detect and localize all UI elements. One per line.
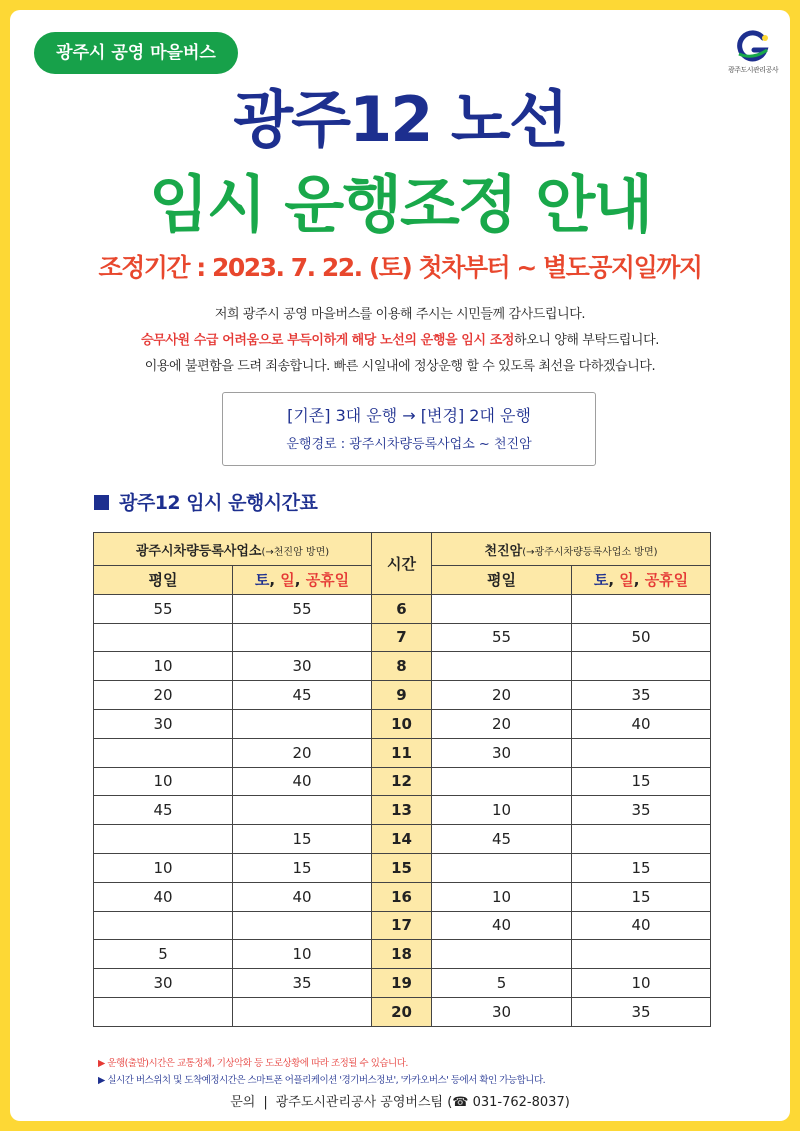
hour-cell: 17 <box>372 911 432 940</box>
right-weekday-cell: 40 <box>432 911 572 940</box>
right-weekend-cell <box>572 738 711 767</box>
left-weekend-cell: 20 <box>233 738 372 767</box>
company-logo <box>728 30 778 80</box>
timetable <box>93 532 711 1027</box>
left-weekend-cell: 30 <box>233 652 372 681</box>
hour-cell: 14 <box>372 825 432 854</box>
right-weekend-cell: 35 <box>572 681 711 710</box>
hour-cell: 19 <box>372 969 432 998</box>
right-weekend-cell: 35 <box>572 997 711 1026</box>
right-weekday-cell <box>432 767 572 796</box>
right-weekend-cell: 10 <box>572 969 711 998</box>
right-direction-header: 천진암(→광주시차량등록사업소 방면) <box>432 533 711 566</box>
left-weekday-cell <box>94 738 233 767</box>
right-weekend-cell: 40 <box>572 911 711 940</box>
timetable-row <box>94 997 711 1026</box>
left-weekend-cell <box>233 623 372 652</box>
notice-page <box>10 10 790 1121</box>
note-realtime-info: ▶ 실시간 버스위치 및 도착예정시간은 스마트폰 어플리케이션 '경기버스정보', '카카오버스' 등에서 확인 가능합니다. <box>98 1075 546 1086</box>
hour-cell: 18 <box>372 940 432 969</box>
left-weekend-cell: 55 <box>233 594 372 623</box>
logo-text: 광주도시관리공사 <box>728 66 779 74</box>
left-weekend-cell <box>233 709 372 738</box>
left-weekday-cell: 5 <box>94 940 233 969</box>
hour-header: 시간 <box>372 533 432 595</box>
left-weekend-cell <box>233 997 372 1026</box>
timetable-row <box>94 623 711 652</box>
right-weekday-cell: 55 <box>432 623 572 652</box>
intro-red-adjust: 해당 노선의 운행을 임시 조정 <box>351 333 515 348</box>
right-weekday-cell: 10 <box>432 796 572 825</box>
contact-text: 광주도시관리공사 공영버스팀 (☎ 031-762-8037) <box>275 1095 570 1110</box>
left-weekend-cell: 45 <box>233 681 372 710</box>
timetable-row <box>94 796 711 825</box>
timetable-row <box>94 969 711 998</box>
right-weekend-cell: 15 <box>572 767 711 796</box>
right-weekday-cell: 30 <box>432 997 572 1026</box>
left-direction-header: 광주시차량등록사업소(→천진암 방면) <box>94 533 372 566</box>
schedule-title <box>94 488 317 518</box>
left-weekday-cell: 30 <box>94 709 233 738</box>
intro-line1: 저희 광주시 공영 마을버스를 이용해 주시는 시민들께 감사드립니다. <box>214 307 586 322</box>
left-weekend-cell: 10 <box>233 940 372 969</box>
notes <box>98 1055 545 1089</box>
timetable-row <box>94 767 711 796</box>
footer-separator: | <box>263 1095 268 1110</box>
hour-cell: 8 <box>372 652 432 681</box>
timetable-row <box>94 652 711 681</box>
hour-cell: 9 <box>372 681 432 710</box>
timetable-row <box>94 940 711 969</box>
timetable-row <box>94 681 711 710</box>
left-weekday-cell: 10 <box>94 652 233 681</box>
timetable-row <box>94 594 711 623</box>
contact-footer <box>10 1093 790 1113</box>
left-weekday-header: 평일 <box>94 566 233 595</box>
left-weekend-cell: 15 <box>233 825 372 854</box>
left-weekend-cell: 40 <box>233 767 372 796</box>
hour-cell: 6 <box>372 594 432 623</box>
right-weekend-cell: 15 <box>572 853 711 882</box>
intro-line2 <box>10 328 790 354</box>
right-weekend-cell <box>572 594 711 623</box>
right-weekend-header: 토, 일, 공휴일 <box>572 566 711 595</box>
right-weekend-cell: 40 <box>572 709 711 738</box>
route-info: 운행경로 : 광주시차량등록사업소 ~ 천진암 <box>286 437 532 452</box>
right-weekday-cell: 30 <box>432 738 572 767</box>
right-weekday-cell <box>432 940 572 969</box>
right-weekday-cell: 10 <box>432 882 572 911</box>
left-weekday-cell: 45 <box>94 796 233 825</box>
timetable-row <box>94 709 711 738</box>
hour-cell: 7 <box>372 623 432 652</box>
left-weekday-cell <box>94 825 233 854</box>
right-weekend-cell <box>572 940 711 969</box>
right-weekday-header: 평일 <box>432 566 572 595</box>
left-weekday-cell: 10 <box>94 767 233 796</box>
vehicle-change: [기존] 3대 운행 → [변경] 2대 운행 <box>287 406 531 425</box>
right-weekday-cell <box>432 853 572 882</box>
change-info-box <box>222 392 596 466</box>
hour-cell: 12 <box>372 767 432 796</box>
right-weekend-cell <box>572 652 711 681</box>
intro-line2-rest: 하오니 양해 부탁드립니다. <box>514 333 659 348</box>
right-weekday-cell: 45 <box>432 825 572 854</box>
category-badge: 광주시 공영 마을버스 <box>34 32 238 74</box>
left-weekday-cell: 30 <box>94 969 233 998</box>
timetable-row <box>94 738 711 767</box>
logo-g-icon <box>735 30 771 64</box>
right-weekend-cell: 50 <box>572 623 711 652</box>
left-weekend-cell <box>233 796 372 825</box>
left-weekday-cell: 20 <box>94 681 233 710</box>
left-weekday-cell <box>94 623 233 652</box>
timetable-row <box>94 911 711 940</box>
left-weekday-cell: 10 <box>94 853 233 882</box>
left-weekend-cell: 15 <box>233 853 372 882</box>
left-weekend-cell: 40 <box>233 882 372 911</box>
right-weekday-cell: 5 <box>432 969 572 998</box>
right-weekday-cell <box>432 652 572 681</box>
adjustment-period: 조정기간 : 2023. 7. 22. (토) 첫차부터 ~ 별도공지일까지 <box>98 253 702 282</box>
left-weekday-cell <box>94 911 233 940</box>
title-line1: 광주12 노선 <box>233 83 567 156</box>
timetable-row <box>94 853 711 882</box>
timetable-row <box>94 825 711 854</box>
left-weekend-header: 토, 일, 공휴일 <box>233 566 372 595</box>
schedule-title-text: 광주12 임시 운행시간표 <box>119 492 318 514</box>
left-weekday-cell <box>94 997 233 1026</box>
note-schedule-change: ▶ 운행(출발)시간은 교통정체, 기상악화 등 도로상황에 따라 조정될 수 있습니다. <box>98 1058 408 1069</box>
square-bullet-icon <box>94 495 109 510</box>
left-weekend-cell: 35 <box>233 969 372 998</box>
left-weekend-cell <box>233 911 372 940</box>
right-weekday-cell <box>432 594 572 623</box>
contact-label: 문의 <box>230 1095 256 1110</box>
intro-line3: 이용에 불편함을 드려 죄송합니다. 빠른 시일내에 정상운행 할 수 있도록 최선을 다하겠습니다. <box>144 359 656 374</box>
left-weekday-cell: 55 <box>94 594 233 623</box>
hour-cell: 11 <box>372 738 432 767</box>
hour-cell: 16 <box>372 882 432 911</box>
intro-text <box>10 302 790 380</box>
right-weekend-cell: 35 <box>572 796 711 825</box>
hour-cell: 10 <box>372 709 432 738</box>
timetable-row <box>94 882 711 911</box>
right-weekend-cell <box>572 825 711 854</box>
right-weekday-cell: 20 <box>432 709 572 738</box>
right-weekday-cell: 20 <box>432 681 572 710</box>
intro-red-reason: 승무사원 수급 어려움으로 부득이하게 <box>141 333 348 348</box>
title-line2: 임시 운행조정 안내 <box>148 168 652 241</box>
hour-cell: 15 <box>372 853 432 882</box>
right-weekend-cell: 15 <box>572 882 711 911</box>
hour-cell: 13 <box>372 796 432 825</box>
hour-cell: 20 <box>372 997 432 1026</box>
left-weekday-cell: 40 <box>94 882 233 911</box>
